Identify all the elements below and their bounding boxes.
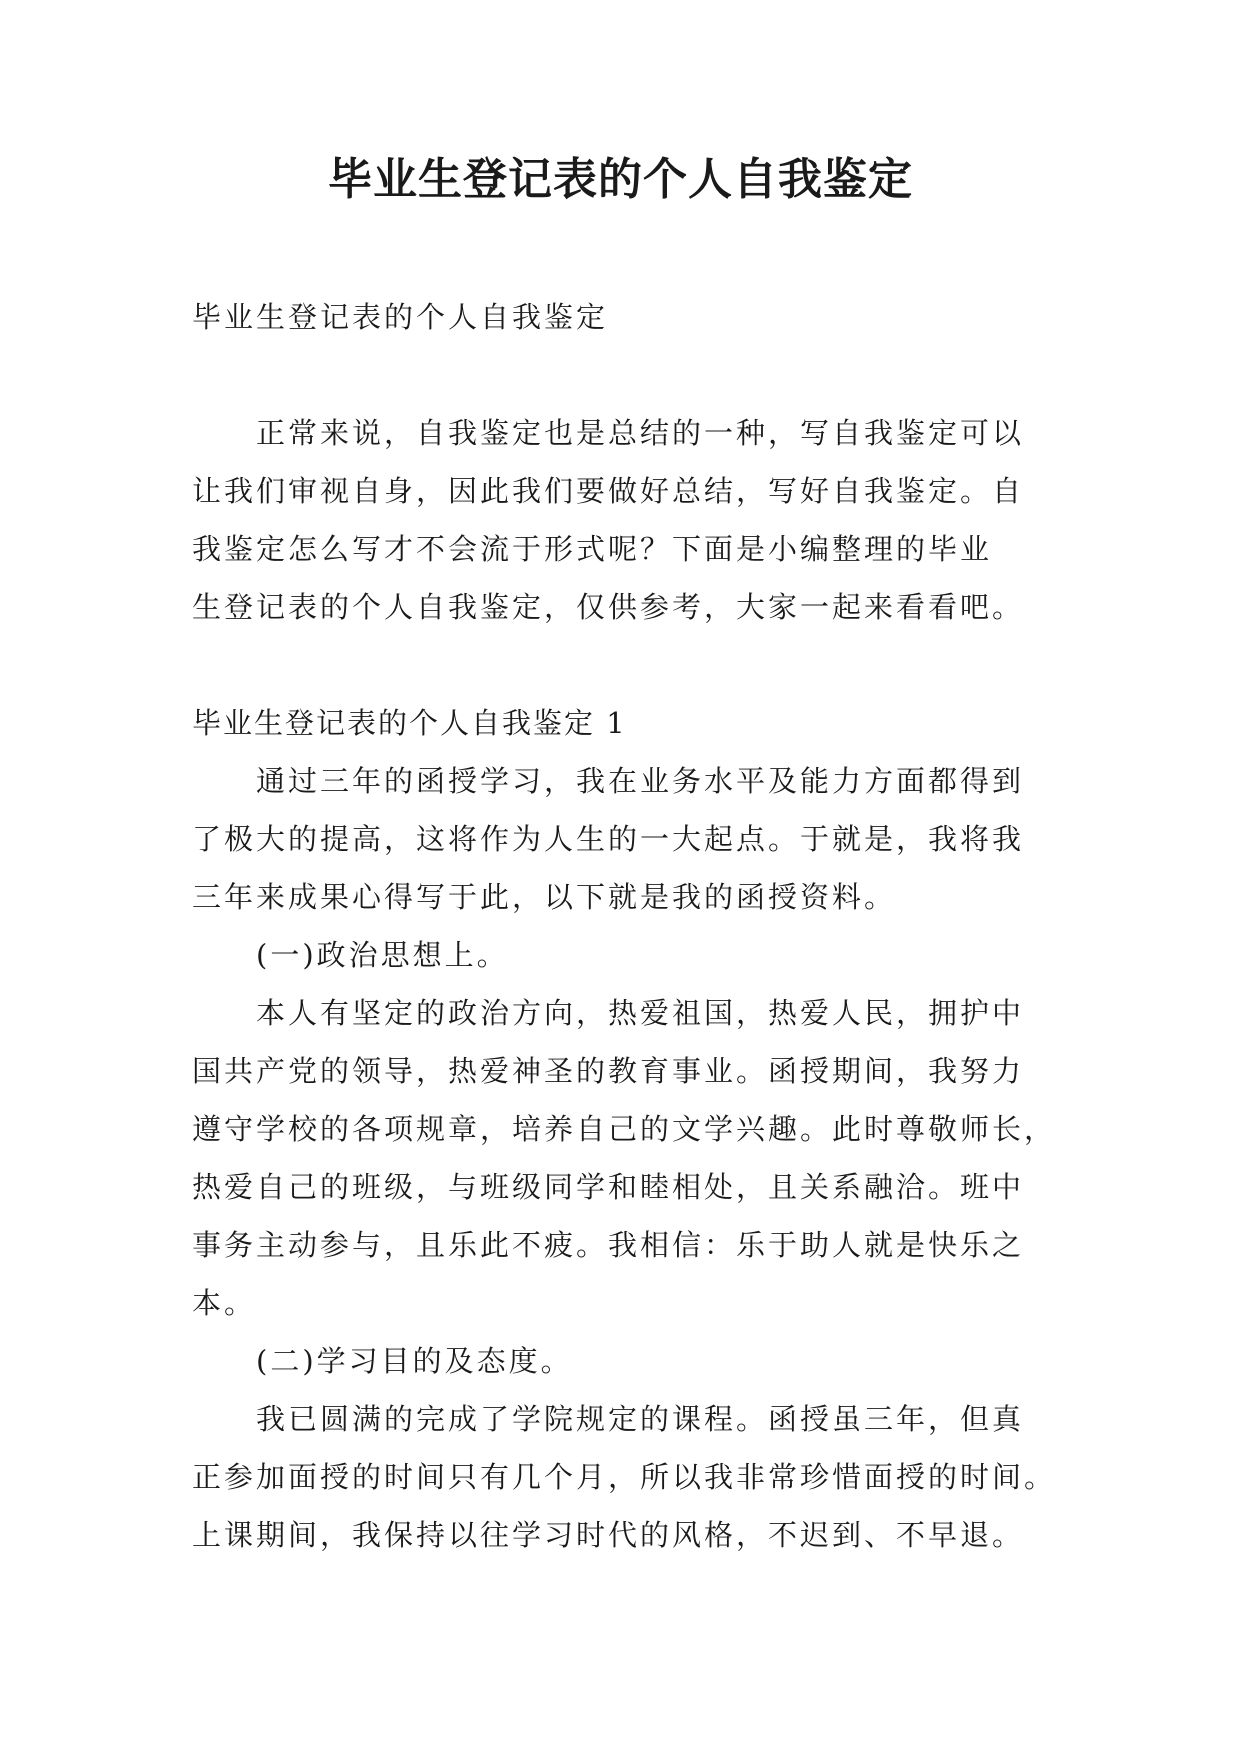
paragraph-line: 热爱自己的班级，与班级同学和睦相处，且关系融洽。班中 (192, 1170, 1025, 1204)
intro-line: 让我们审视自身，因此我们要做好总结，写好自我鉴定。自 (192, 474, 1025, 508)
section-1-paragraph (192, 752, 1060, 926)
document-subtitle: 毕业生登记表的个人自我鉴定 (192, 300, 609, 334)
intro-paragraph (192, 404, 1060, 636)
paragraph-line: 三年来成果心得写于此，以下就是我的函授资料。 (192, 880, 897, 914)
subsection-1-paragraph (192, 984, 1060, 1332)
paragraph-line: 我已圆满的完成了学院规定的课程。函授虽三年，但真 (256, 1402, 1025, 1436)
intro-line: 正常来说，自我鉴定也是总结的一种，写自我鉴定可以 (256, 416, 1025, 450)
paragraph-line: 事务主动参与，且乐此不疲。我相信：乐于助人就是快乐之 (192, 1228, 1025, 1262)
subsection-2-heading: (二)学习目的及态度。 (256, 1344, 573, 1378)
paragraph-line: 了极大的提高，这将作为人生的一大起点。于就是，我将我 (192, 822, 1025, 856)
intro-line: 生登记表的个人自我鉴定，仅供参考，大家一起来看看吧。 (192, 590, 1025, 624)
paragraph-line: 国共产党的领导，热爱神圣的教育事业。函授期间，我努力 (192, 1054, 1025, 1088)
intro-line: 我鉴定怎么写才不会流于形式呢？下面是小编整理的毕业 (192, 532, 993, 566)
paragraph-line: 本。 (192, 1286, 257, 1320)
document-title: 毕业生登记表的个人自我鉴定 (328, 154, 913, 205)
paragraph-line: 本人有坚定的政治方向，热爱祖国，热爱人民，拥护中 (256, 996, 1025, 1030)
subsection-2-paragraph (192, 1390, 1060, 1564)
paragraph-line: 上课期间，我保持以往学习时代的风格，不迟到、不早退。 (192, 1518, 1025, 1552)
document-body (192, 288, 1060, 1564)
paragraph-line: 正参加面授的时间只有几个月，所以我非常珍惜面授的时间。 (192, 1460, 1057, 1494)
paragraph-line: 通过三年的函授学习，我在业务水平及能力方面都得到 (256, 764, 1025, 798)
paragraph-line: 遵守学校的各项规章，培养自己的文学兴趣。此时尊敬师长， (192, 1112, 1057, 1146)
subsection-1-heading: (一)政治思想上。 (256, 938, 509, 972)
section-1-heading: 毕业生登记表的个人自我鉴定 1 (192, 706, 627, 740)
